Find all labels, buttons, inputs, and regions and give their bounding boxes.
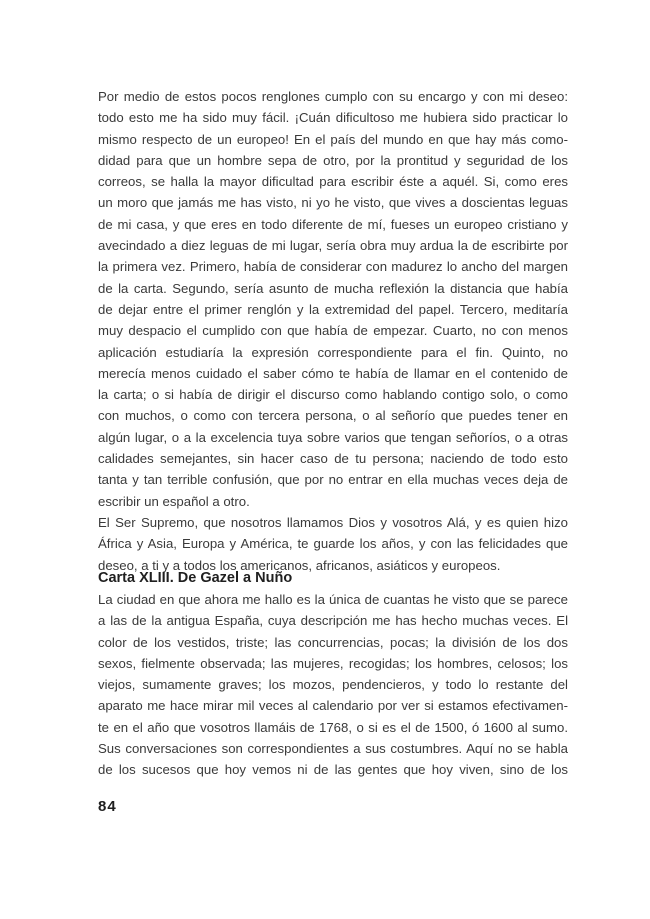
text-line: de dejar entre el primer renglón y la extremidad del papel. Tercero, meditaría bbox=[98, 301, 568, 317]
text-line: algún lugar, o a la excelencia tuya sobre varios que tengan señoríos, o a otras bbox=[98, 429, 568, 445]
text-line: de la carta. Segundo, sería asunto de mucha reflexión la distancia que había bbox=[98, 280, 568, 296]
letter-text bbox=[98, 589, 568, 781]
page-number: 84 bbox=[98, 798, 117, 815]
text-line: escribir un español a otro. bbox=[98, 493, 250, 509]
text-line: un moro que jamás me has visto, ni yo he visto, que vives a doscientas leguas bbox=[98, 195, 568, 211]
text-line: te en el año que vosotros llamáis de 1768, o si es el de 1500, ó 1600 al sumo. bbox=[98, 719, 568, 735]
text-line: aparato me hace mirar mil veces al calendario por ver si estamos efectivamen- bbox=[98, 698, 568, 714]
text-line: tanta y tan terrible confusión, que por no entrar en ella muchas veces deja de bbox=[98, 472, 568, 488]
text-line: avecindado a diez leguas de mi lugar, sería obra muy ardua la de escribirte por bbox=[98, 238, 568, 254]
text-line: aplicación estudiaría la expresión correspondiente para el fin. Quinto, no bbox=[98, 344, 568, 360]
text-line: deseo, a ti y a todos los americanos, africanos, asiáticos y europeos. bbox=[98, 557, 501, 573]
text-line: mismo respecto de un europeo! En el país del mundo en que hay más como- bbox=[98, 131, 568, 147]
text-line: con muchos, o como con tercera persona, o al señorío que puedes tener en bbox=[98, 408, 568, 424]
text-line: El Ser Supremo, que nosotros llamamos Dios y vosotros Alá, y es quien hizo bbox=[98, 514, 568, 530]
text-line: didad para que un hombre sepa de otro, por la prontitud y seguridad de los bbox=[98, 152, 568, 168]
text-line: la carta; o si había de dirigir el discurso como hablando contigo solo, o como bbox=[98, 387, 568, 403]
text-line: Por medio de estos pocos renglones cumplo con su encargo y con mi deseo: bbox=[98, 89, 568, 104]
text-line: a las de la antigua España, cuya descripción me has hecho muchas veces. El bbox=[98, 613, 568, 629]
text-line: la primera vez. Primero, había de considerar con madurez lo ancho del margen bbox=[98, 259, 568, 275]
text-line: África y Asia, Europa y América, te guarde los años, y con las felicidades que bbox=[98, 536, 568, 552]
text-line: color de los vestidos, triste; las concurrencias, pocas; la división de los dos bbox=[98, 634, 568, 650]
text-line: La ciudad en que ahora me hallo es la única de cuantas he visto que se parece bbox=[98, 592, 568, 607]
text-line: sexos, fielmente observada; las mujeres, recogidas; los hombres, celosos; los bbox=[98, 655, 568, 671]
text-line: Sus conversaciones son correspondientes a sus costumbres. Aquí no se habla bbox=[98, 741, 568, 757]
letter-heading: Carta XLIII. De Gazel a Nuño bbox=[98, 570, 293, 586]
text-line: viejos, sumamente graves; los mozos, pendencieros, y todo lo restante del bbox=[98, 677, 568, 693]
body-text bbox=[98, 86, 568, 576]
text-line: correos, se halla la mayor dificultad para escribir éste a aquél. Si, como eres bbox=[98, 174, 568, 190]
text-line: todo esto me ha sido muy fácil. ¡Cuán dificultoso me hubiera sido practicar lo bbox=[98, 110, 568, 126]
text-line: de los sucesos que hoy vemos ni de las gentes que hoy viven, sino de los bbox=[98, 762, 568, 778]
text-line: muy despacio el cumplido con que había de empezar. Cuarto, no con menos bbox=[98, 323, 568, 339]
text-line: de mi casa, y que eres en todo diferente de mí, fueses un europeo cristiano y bbox=[98, 216, 568, 232]
text-line: merecía menos cuidado el saber cómo te había de llamar en el contenido de bbox=[98, 365, 568, 381]
text-line: calidades semejantes, sin hacer caso de tu persona; naciendo de todo esto bbox=[98, 451, 568, 467]
